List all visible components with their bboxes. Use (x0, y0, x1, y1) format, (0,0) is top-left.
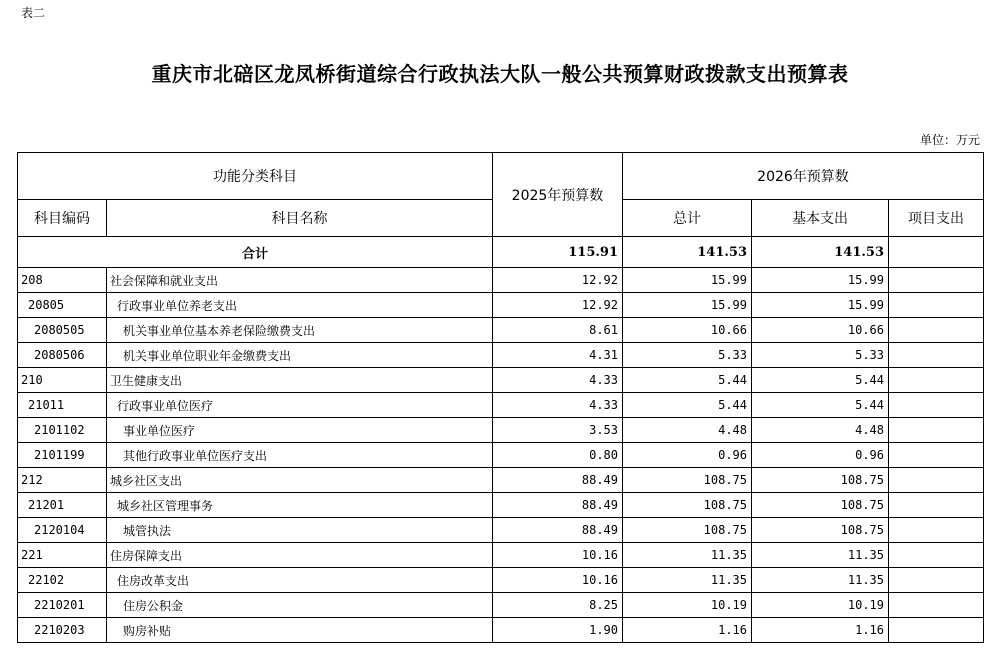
budget-2025-value: 88.49 (493, 493, 623, 518)
unit-label: 单位：万元 (919, 133, 980, 147)
subject-name: 社会保障和就业支出 (107, 268, 493, 293)
basic-expense-value: 5.44 (752, 368, 889, 393)
basic-expense-value: 108.75 (752, 518, 889, 543)
subject-name: 住房改革支出 (107, 568, 493, 593)
total-header: 总计 (623, 200, 752, 237)
table-row (18, 493, 984, 518)
basic-expense-value: 10.19 (752, 593, 889, 618)
table-row (18, 318, 984, 343)
total-2026-value: 4.48 (623, 418, 752, 443)
basic-header: 基本支出 (752, 200, 889, 237)
table-row (18, 418, 984, 443)
table-row (18, 293, 984, 318)
table-row (18, 393, 984, 418)
subject-code: 2210203 (18, 618, 107, 643)
subject-code: 2120104 (18, 518, 107, 543)
total-2026-value: 108.75 (623, 468, 752, 493)
table-row (18, 368, 984, 393)
project-expense-value (889, 368, 984, 393)
subject-name: 卫生健康支出 (107, 368, 493, 393)
project-expense-value (889, 618, 984, 643)
budget-2025-value: 4.33 (493, 393, 623, 418)
budget-2025-value: 10.16 (493, 568, 623, 593)
subject-code: 2210201 (18, 593, 107, 618)
subject-code: 221 (18, 543, 107, 568)
document-label: 表二 (21, 6, 46, 20)
budget-2025-value: 88.49 (493, 518, 623, 543)
code-header: 科目编码 (18, 200, 107, 237)
subject-name: 城乡社区管理事务 (107, 493, 493, 518)
project-expense-value (889, 293, 984, 318)
table-row (18, 268, 984, 293)
table-row (18, 543, 984, 568)
project-expense-value (889, 268, 984, 293)
total-2026-value: 5.44 (623, 368, 752, 393)
basic-expense-value: 11.35 (752, 543, 889, 568)
functional-header: 功能分类科目 (18, 153, 493, 200)
total-2026-value: 11.35 (623, 543, 752, 568)
subject-code: 2080505 (18, 318, 107, 343)
subject-name: 住房公积金 (107, 593, 493, 618)
subject-code: 208 (18, 268, 107, 293)
total-2026-value: 11.35 (623, 568, 752, 593)
budget-2025-value: 12.92 (493, 293, 623, 318)
total-2026-value: 15.99 (623, 293, 752, 318)
subject-name: 行政事业单位养老支出 (107, 293, 493, 318)
total-2026-value: 0.96 (623, 443, 752, 468)
total-label: 合计 (18, 237, 493, 268)
subject-name: 事业单位医疗 (107, 418, 493, 443)
subject-code: 210 (18, 368, 107, 393)
project-expense-value (889, 593, 984, 618)
total-2026-value: 5.44 (623, 393, 752, 418)
table-row (18, 443, 984, 468)
subject-code: 22102 (18, 568, 107, 593)
page-title: 重庆市北碚区龙凤桥街道综合行政执法大队一般公共预算财政拨款支出预算表 (151, 62, 849, 86)
table-row (18, 568, 984, 593)
project-expense-value (889, 543, 984, 568)
total-2025-value: 115.91 (493, 237, 623, 268)
budget-2025-value: 4.33 (493, 368, 623, 393)
budget-2025-value: 8.25 (493, 593, 623, 618)
table-row (18, 518, 984, 543)
basic-expense-value: 5.44 (752, 393, 889, 418)
total-2026-value: 1.16 (623, 618, 752, 643)
project-expense-value (889, 418, 984, 443)
table-row (18, 618, 984, 643)
total-2026-value: 15.99 (623, 268, 752, 293)
project-expense-value (889, 568, 984, 593)
subject-code: 21011 (18, 393, 107, 418)
subject-name: 住房保障支出 (107, 543, 493, 568)
subject-name: 机关事业单位职业年金缴费支出 (107, 343, 493, 368)
project-expense-value (889, 393, 984, 418)
total-2026-value: 108.75 (623, 518, 752, 543)
budget-table (17, 152, 984, 643)
project-expense-value (889, 318, 984, 343)
table-row (18, 468, 984, 493)
total-2026-value: 10.66 (623, 318, 752, 343)
subject-name: 行政事业单位医疗 (107, 393, 493, 418)
total-2026-value: 10.19 (623, 593, 752, 618)
table-row (18, 343, 984, 368)
basic-expense-value: 15.99 (752, 293, 889, 318)
budget-2025-value: 88.49 (493, 468, 623, 493)
basic-expense-value: 4.48 (752, 418, 889, 443)
subject-code: 212 (18, 468, 107, 493)
project-expense-value (889, 343, 984, 368)
subject-name: 机关事业单位基本养老保险缴费支出 (107, 318, 493, 343)
total-2026-value: 108.75 (623, 493, 752, 518)
header-row-1 (18, 153, 984, 200)
budget-2025-value: 3.53 (493, 418, 623, 443)
basic-expense-value: 11.35 (752, 568, 889, 593)
project-expense-value (889, 518, 984, 543)
basic-expense-value: 1.16 (752, 618, 889, 643)
project-expense-value (889, 443, 984, 468)
budget-2025-value: 1.90 (493, 618, 623, 643)
subject-name: 城乡社区支出 (107, 468, 493, 493)
basic-expense-value: 15.99 (752, 268, 889, 293)
subject-code: 2080506 (18, 343, 107, 368)
basic-expense-value: 108.75 (752, 493, 889, 518)
basic-expense-value: 0.96 (752, 443, 889, 468)
subject-name: 其他行政事业单位医疗支出 (107, 443, 493, 468)
total-2026-value: 5.33 (623, 343, 752, 368)
name-header: 科目名称 (107, 200, 493, 237)
basic-expense-value: 10.66 (752, 318, 889, 343)
total-row (18, 237, 984, 268)
budget-2025-value: 12.92 (493, 268, 623, 293)
subject-code: 20805 (18, 293, 107, 318)
project-expense-value (889, 493, 984, 518)
total-project-value (889, 237, 984, 268)
table-row (18, 593, 984, 618)
subject-code: 21201 (18, 493, 107, 518)
subject-name: 购房补贴 (107, 618, 493, 643)
budget-2025-value: 4.31 (493, 343, 623, 368)
total-basic-value: 141.53 (752, 237, 889, 268)
total-2026-value: 141.53 (623, 237, 752, 268)
subject-code: 2101102 (18, 418, 107, 443)
project-header: 项目支出 (889, 200, 984, 237)
budget-2025-header: 2025年预算数 (493, 153, 623, 237)
project-expense-value (889, 468, 984, 493)
subject-code: 2101199 (18, 443, 107, 468)
subject-name: 城管执法 (107, 518, 493, 543)
budget-2025-value: 10.16 (493, 543, 623, 568)
basic-expense-value: 5.33 (752, 343, 889, 368)
budget-2025-value: 0.80 (493, 443, 623, 468)
budget-2025-value: 8.61 (493, 318, 623, 343)
budget-2026-header: 2026年预算数 (623, 153, 984, 200)
basic-expense-value: 108.75 (752, 468, 889, 493)
